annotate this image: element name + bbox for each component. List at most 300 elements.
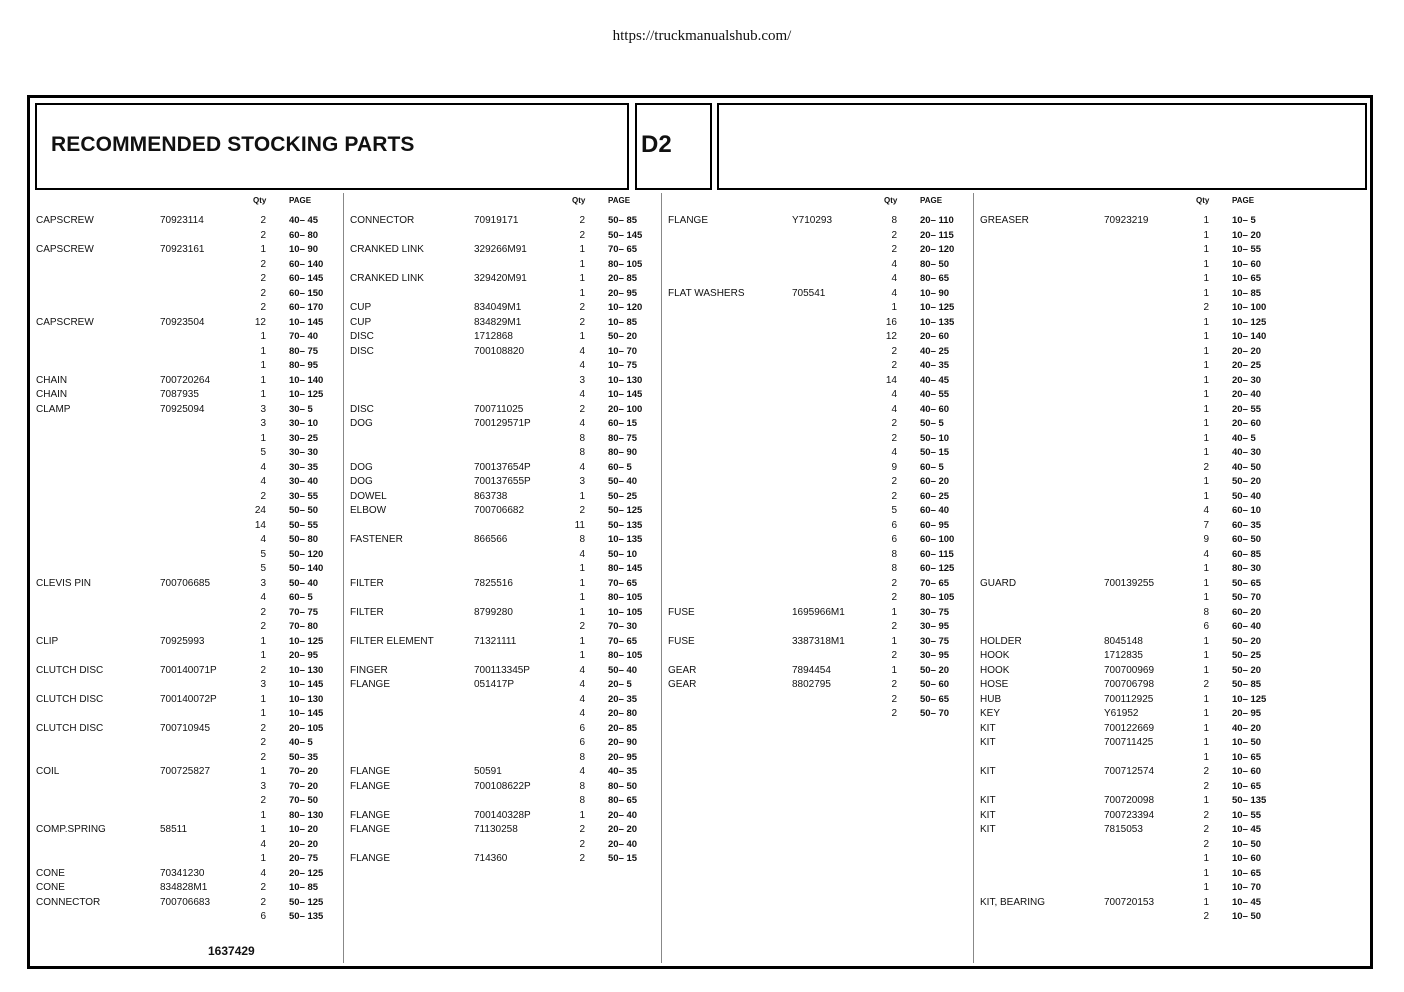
quantity: 2 (260, 287, 266, 299)
page-reference: 10– 65 (1232, 751, 1262, 763)
quantity: 1 (579, 331, 585, 342)
part-number: 700723394 (1104, 809, 1155, 821)
page-reference: 50– 135 (289, 911, 324, 922)
table-row (30, 504, 343, 519)
table-row (30, 287, 343, 302)
quantity: 2 (579, 316, 585, 328)
table-row (30, 794, 343, 809)
table-row (344, 229, 662, 244)
quantity: 1 (1203, 244, 1209, 255)
page-reference: 10– 65 (1232, 867, 1262, 879)
part-number: 70925094 (160, 403, 205, 415)
quantity: 2 (260, 621, 266, 632)
quantity: 4 (1203, 548, 1209, 560)
page-reference: 60– 10 (1232, 505, 1262, 516)
quantity: 2 (891, 476, 897, 487)
page-reference: 50– 65 (1232, 577, 1262, 589)
quantity: 1 (1203, 896, 1209, 908)
quantity: 4 (579, 664, 585, 676)
section-code: D2 (641, 131, 672, 158)
page-reference: 40– 55 (920, 389, 950, 400)
page-reference: 30– 10 (289, 418, 319, 429)
page-reference: 10– 55 (1232, 244, 1262, 255)
quantity: 8 (579, 432, 585, 444)
part-name: FINGER (350, 664, 388, 676)
quantity: 1 (1203, 664, 1209, 676)
table-row (974, 896, 1371, 911)
page-reference: 50– 145 (608, 229, 643, 241)
table-row (974, 606, 1371, 621)
part-number: 700700969 (1104, 664, 1155, 676)
page-reference: 10– 85 (289, 882, 319, 893)
table-row (662, 620, 974, 635)
quantity: 1 (260, 331, 266, 342)
page-reference: 20– 5 (608, 679, 632, 690)
table-row (344, 765, 662, 780)
table-row (974, 388, 1371, 403)
quantity: 8 (891, 215, 897, 226)
quantity: 4 (260, 461, 266, 473)
part-number: 700720264 (160, 374, 211, 386)
quantity: 2 (1203, 766, 1209, 777)
table-row (344, 403, 662, 418)
table-row (974, 693, 1371, 708)
table-row (344, 678, 662, 693)
table-row (974, 838, 1371, 853)
table-row (662, 591, 974, 606)
page-reference: 80– 105 (608, 650, 643, 661)
part-number: 70925993 (160, 635, 205, 647)
table-row (344, 794, 662, 809)
table-row (344, 330, 662, 345)
quantity: 1 (1203, 592, 1209, 603)
qty-header: Qty (253, 196, 267, 205)
page-reference: 10– 90 (920, 287, 950, 299)
part-number: Y61952 (1104, 708, 1139, 719)
qty-header: Qty (572, 196, 586, 205)
page-reference: 10– 5 (1232, 215, 1256, 226)
part-name: KIT (980, 737, 996, 748)
part-name: CUP (350, 302, 372, 313)
page-reference: 50– 20 (608, 331, 638, 342)
quantity: 3 (260, 780, 266, 792)
page-reference: 50– 65 (920, 693, 950, 705)
table-row (344, 620, 662, 635)
table-row (30, 664, 343, 679)
page-reference: 30– 30 (289, 447, 319, 458)
part-name: CAPSCREW (36, 316, 94, 328)
quantity: 1 (1203, 795, 1209, 806)
quantity: 2 (579, 215, 585, 226)
page-reference: 10– 145 (289, 316, 324, 328)
table-row (974, 707, 1371, 722)
page-reference: 50– 40 (289, 577, 319, 589)
table-row (30, 374, 343, 389)
page-reference: 60– 5 (608, 461, 632, 473)
part-number: 700706685 (160, 577, 211, 589)
part-name: FLANGE (350, 780, 391, 792)
table-row (30, 780, 343, 795)
table-row (974, 823, 1371, 838)
parts-list (30, 214, 343, 925)
table-row (974, 446, 1371, 461)
table-row (344, 519, 662, 534)
table-row (344, 751, 662, 766)
table-row (974, 562, 1371, 577)
page-reference: 60– 35 (1232, 519, 1262, 531)
page-reference: 60– 85 (1232, 548, 1262, 560)
parts-column-4 (973, 193, 1371, 963)
part-name: HUB (980, 693, 1002, 705)
page-reference: 50– 60 (920, 679, 950, 690)
page-header: PAGE (289, 196, 312, 205)
quantity: 1 (1203, 432, 1209, 444)
page-reference: 10– 145 (289, 708, 324, 719)
quantity: 1 (1203, 360, 1209, 371)
page-reference: 40– 5 (1232, 432, 1256, 444)
page-reference: 50– 125 (608, 505, 643, 516)
quantity: 5 (260, 447, 266, 458)
table-row (30, 736, 343, 751)
quantity: 1 (1203, 737, 1209, 748)
quantity: 1 (1203, 215, 1209, 226)
quantity: 5 (891, 505, 897, 516)
page-reference: 70– 65 (608, 244, 638, 255)
quantity: 6 (260, 911, 266, 922)
table-row (662, 301, 974, 316)
quantity: 1 (891, 302, 897, 313)
part-number: 700712574 (1104, 766, 1155, 777)
part-number: 700140072P (160, 693, 217, 705)
page-reference: 40– 35 (920, 360, 950, 371)
quantity: 4 (891, 389, 897, 400)
quantity: 2 (579, 853, 585, 864)
page-reference: 50– 120 (289, 548, 324, 560)
page-reference: 10– 50 (1232, 838, 1262, 850)
part-name: DISC (350, 403, 374, 415)
page-reference: 20– 55 (1232, 403, 1262, 415)
page-reference: 80– 65 (920, 273, 950, 284)
part-name: FLANGE (350, 824, 391, 835)
table-row (974, 374, 1371, 389)
quantity: 2 (260, 896, 266, 908)
page-reference: 70– 65 (608, 577, 638, 589)
quantity: 6 (579, 737, 585, 748)
page-reference: 20– 60 (1232, 418, 1262, 429)
quantity: 8 (579, 534, 585, 545)
quantity: 1 (579, 650, 585, 661)
part-name: FLANGE (668, 215, 709, 226)
table-row (30, 707, 343, 722)
page-reference: 20– 20 (608, 824, 638, 835)
page-reference: 70– 80 (289, 621, 319, 632)
table-row (662, 606, 974, 621)
part-number: 700725827 (160, 766, 211, 777)
table-row (30, 258, 343, 273)
quantity: 4 (579, 708, 585, 719)
page-reference: 80– 105 (608, 258, 643, 270)
table-row (344, 475, 662, 490)
table-row (30, 809, 343, 824)
quantity: 2 (891, 650, 897, 661)
part-name: GEAR (668, 679, 697, 690)
quantity: 1 (1203, 490, 1209, 502)
table-row (344, 852, 662, 867)
page-reference: 50– 40 (608, 664, 638, 676)
quantity: 2 (891, 621, 897, 632)
page-reference: 30– 25 (289, 432, 319, 444)
page-reference: 10– 130 (289, 693, 324, 705)
part-name: COMP.SPRING (36, 824, 106, 835)
page-reference: 80– 75 (289, 345, 319, 357)
table-row (344, 272, 662, 287)
quantity: 1 (1203, 403, 1209, 415)
quantity: 9 (891, 461, 897, 473)
quantity: 2 (579, 302, 585, 313)
table-row (974, 504, 1371, 519)
table-row (30, 823, 343, 838)
table-row (344, 577, 662, 592)
quantity: 4 (260, 592, 266, 603)
table-row (662, 243, 974, 258)
part-number: 700706683 (160, 896, 211, 908)
page-reference: 10– 120 (608, 302, 643, 313)
part-number: 863738 (474, 490, 508, 502)
table-row (344, 214, 662, 229)
table-row (344, 359, 662, 374)
page-reference: 50– 55 (289, 519, 319, 531)
quantity: 2 (260, 664, 266, 676)
quantity: 2 (891, 244, 897, 255)
quantity: 1 (1203, 577, 1209, 589)
table-row (344, 548, 662, 563)
page-reference: 50– 85 (608, 215, 638, 226)
table-row (974, 243, 1371, 258)
part-name: CAPSCREW (36, 244, 94, 255)
table-row (344, 490, 662, 505)
table-row (662, 403, 974, 418)
table-row (344, 287, 662, 302)
parts-sheet (27, 95, 1373, 969)
quantity: 1 (579, 606, 585, 618)
page-reference: 10– 130 (289, 664, 324, 676)
part-name: FLANGE (350, 766, 391, 777)
quantity: 2 (1203, 780, 1209, 792)
quantity: 1 (260, 635, 266, 647)
quantity: 7 (1203, 519, 1209, 531)
page-reference: 80– 130 (289, 809, 324, 821)
table-row (662, 562, 974, 577)
quantity: 1 (1203, 476, 1209, 487)
quantity: 1 (1203, 751, 1209, 763)
page-reference: 50– 140 (289, 563, 324, 574)
table-row (30, 301, 343, 316)
page-reference: 30– 95 (920, 621, 950, 632)
quantity: 1 (260, 766, 266, 777)
quantity: 1 (1203, 693, 1209, 705)
table-row (344, 316, 662, 331)
table-row (662, 229, 974, 244)
part-name: KIT (980, 722, 996, 734)
quantity: 2 (260, 273, 266, 284)
page-title: RECOMMENDED STOCKING PARTS (51, 133, 415, 156)
table-row (974, 678, 1371, 693)
part-name: CONE (36, 882, 65, 893)
part-name: DISC (350, 345, 374, 357)
page-reference: 40– 5 (289, 737, 313, 748)
part-number: 70923114 (160, 215, 204, 226)
quantity: 2 (1203, 809, 1209, 821)
table-row (974, 432, 1371, 447)
part-name: CONE (36, 867, 65, 879)
table-row (344, 562, 662, 577)
page-reference: 20– 20 (289, 838, 319, 850)
table-row (344, 722, 662, 737)
quantity: 8 (579, 795, 585, 806)
part-name: GUARD (980, 577, 1017, 589)
table-row (662, 214, 974, 229)
table-row (30, 519, 343, 534)
quantity: 2 (579, 229, 585, 241)
header-url[interactable]: https://truckmanualshub.com/ (612, 28, 792, 44)
part-number: 1712868 (474, 331, 513, 342)
part-number: 70923161 (160, 244, 205, 255)
page-reference: 70– 20 (289, 766, 319, 777)
quantity: 2 (1203, 824, 1209, 835)
part-number: 700137655P (474, 476, 531, 487)
table-row (30, 693, 343, 708)
part-number: 700711025 (474, 403, 524, 415)
part-name: CONNECTOR (36, 896, 101, 908)
page-reference: 30– 55 (289, 490, 319, 502)
table-row (30, 345, 343, 360)
part-number: 8799280 (474, 606, 513, 618)
table-row (344, 417, 662, 432)
quantity: 2 (260, 751, 266, 763)
table-row (974, 519, 1371, 534)
quantity: 1 (891, 606, 897, 618)
table-row (662, 330, 974, 345)
page-reference: 70– 20 (289, 780, 319, 792)
table-row (30, 490, 343, 505)
page-reference: 50– 80 (289, 534, 319, 545)
page-reference: 10– 60 (1232, 258, 1262, 270)
part-name: KIT (980, 766, 996, 777)
quantity: 4 (260, 476, 266, 487)
page-reference: 20– 100 (608, 403, 643, 415)
table-row (974, 736, 1371, 751)
quantity: 8 (891, 548, 897, 560)
table-row (344, 606, 662, 621)
page-reference: 20– 80 (608, 708, 638, 719)
page-reference: 20– 105 (289, 722, 324, 734)
quantity: 1 (1203, 229, 1209, 241)
quantity: 4 (579, 548, 585, 560)
page-reference: 40– 50 (1232, 461, 1262, 473)
quantity: 1 (260, 244, 266, 255)
page-reference: 40– 20 (1232, 722, 1262, 734)
page-reference: 10– 135 (608, 534, 643, 545)
page-reference: 50– 135 (608, 519, 643, 531)
page-reference: 10– 45 (1232, 896, 1262, 908)
page-reference: 70– 30 (608, 621, 638, 632)
page-reference: 10– 125 (1232, 693, 1267, 705)
table-row (344, 258, 662, 273)
part-number: 700720153 (1104, 896, 1155, 908)
page-header: PAGE (1232, 196, 1255, 205)
table-row (344, 635, 662, 650)
part-number: 58511 (160, 824, 188, 835)
table-row (662, 519, 974, 534)
quantity: 1 (579, 258, 585, 270)
part-number: 866566 (474, 534, 508, 545)
page-reference: 60– 40 (920, 505, 950, 516)
page-reference: 10– 70 (1232, 882, 1262, 893)
page-reference: 20– 95 (608, 751, 638, 763)
table-row (30, 330, 343, 345)
quantity: 1 (891, 664, 897, 676)
quantity: 1 (260, 809, 266, 821)
page-reference: 80– 75 (608, 432, 638, 444)
part-number: 700710945 (160, 722, 211, 734)
table-row (974, 664, 1371, 679)
quantity: 1 (260, 650, 266, 661)
page-reference: 50– 20 (920, 664, 950, 676)
quantity: 2 (1203, 911, 1209, 922)
quantity: 2 (891, 345, 897, 357)
table-row (344, 345, 662, 360)
table-row (974, 258, 1371, 273)
quantity: 3 (260, 418, 266, 429)
table-row (662, 533, 974, 548)
part-name: CLEVIS PIN (36, 577, 92, 589)
quantity: 4 (579, 679, 585, 690)
page-reference: 50– 135 (1232, 795, 1267, 806)
table-row (974, 316, 1371, 331)
page-reference: 60– 25 (920, 490, 950, 502)
part-number: 70341230 (160, 867, 205, 879)
quantity: 12 (254, 316, 266, 328)
quantity: 2 (891, 490, 897, 502)
quantity: 2 (260, 490, 266, 502)
quantity: 2 (260, 722, 266, 734)
part-name: CLUTCH DISC (36, 693, 104, 705)
table-row (344, 707, 662, 722)
parts-list (974, 214, 1371, 925)
table-row (662, 635, 974, 650)
page-reference: 60– 5 (920, 461, 944, 473)
part-number: 70923504 (160, 316, 205, 328)
page-reference: 30– 95 (920, 650, 950, 661)
table-row (974, 794, 1371, 809)
quantity: 2 (260, 258, 266, 270)
quantity: 1 (260, 360, 266, 371)
page-reference: 70– 75 (289, 606, 319, 618)
table-row (662, 490, 974, 505)
table-row (974, 345, 1371, 360)
page-reference: 10– 65 (1232, 273, 1262, 284)
page-reference: 60– 50 (1232, 534, 1262, 545)
table-row (974, 475, 1371, 490)
page-reference: 60– 20 (920, 476, 950, 487)
part-number: 714360 (474, 853, 508, 864)
quantity: 4 (579, 389, 585, 400)
part-name: FLANGE (350, 679, 391, 690)
quantity: 1 (1203, 563, 1209, 574)
part-number: 329420M91 (474, 273, 527, 284)
page-reference: 50– 85 (1232, 679, 1262, 690)
table-row (662, 664, 974, 679)
